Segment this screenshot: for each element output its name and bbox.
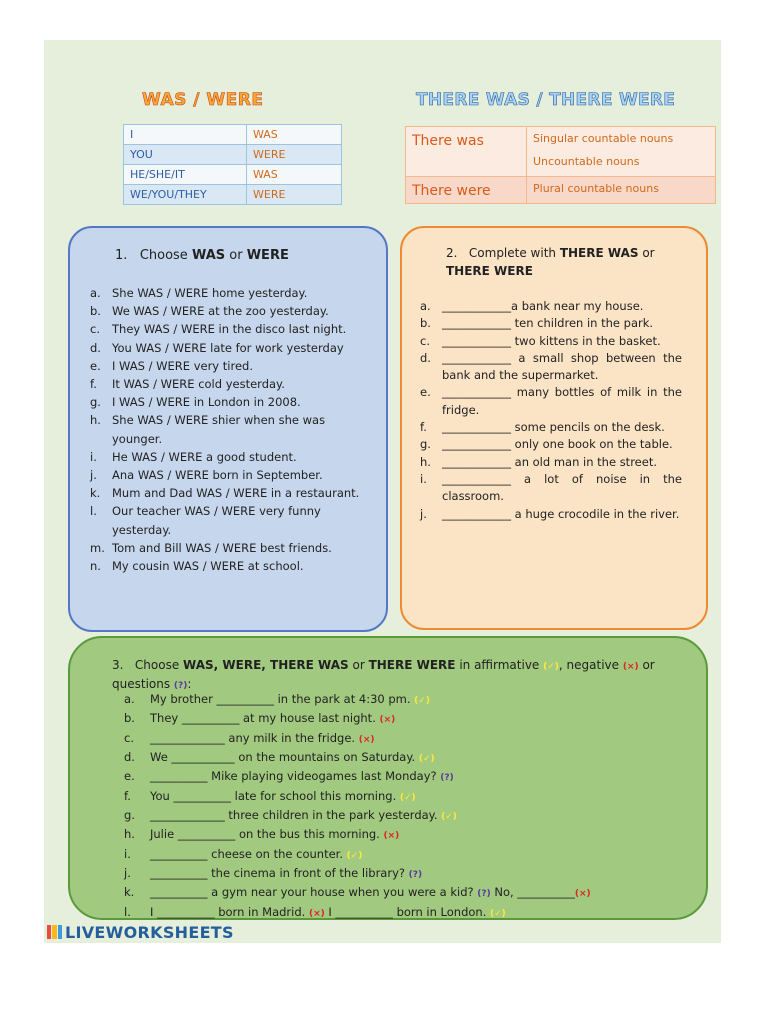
exercise-1-list — [90, 284, 366, 575]
subject-cell: YOU — [124, 145, 247, 165]
answer-type-mark: (✓) — [414, 696, 430, 706]
item-letter: g. — [124, 808, 135, 823]
instruction-text: or — [225, 248, 247, 263]
item-text: They WAS / WERE in the disco last night. — [112, 322, 347, 337]
liveworksheets-logo — [47, 923, 234, 941]
exercise-item — [420, 454, 682, 471]
exercise-item — [420, 471, 682, 506]
exercise-item — [124, 807, 674, 826]
keyword: THERE WAS — [559, 246, 639, 260]
verb-cell: WAS — [247, 165, 342, 185]
there-was-were-table — [405, 126, 716, 204]
answer-type-mark: (?) — [440, 773, 454, 784]
item-letter: k. — [124, 885, 135, 900]
item-letter: h. — [124, 827, 135, 842]
item-letter: d. — [90, 340, 101, 355]
affirmative-mark: (✓) — [543, 662, 559, 672]
exercise-item — [420, 333, 682, 350]
exercise-item — [90, 284, 366, 302]
answer-type-mark: (×) — [383, 831, 400, 842]
item-text: My cousin WAS / WERE at school. — [112, 559, 304, 574]
item-text: ____________ a huge crocodile in the river. — [442, 506, 680, 521]
item-text: ____________ only one book on the table. — [442, 437, 673, 452]
item-text: They __________ at my house last night. — [150, 711, 380, 726]
table-row — [124, 145, 342, 165]
item-letter: m. — [90, 540, 105, 555]
item-text: __________ Mike playing videogames last Monday? — [150, 769, 441, 784]
exercise-item — [90, 448, 366, 466]
exercise-item — [90, 375, 366, 393]
item-letter: i. — [90, 449, 97, 464]
item-text: ____________ many bottles of milk in the fridge. — [442, 385, 682, 417]
exercise-item — [124, 884, 674, 903]
exercise-item — [420, 350, 682, 385]
question-mark: (?) — [173, 681, 188, 691]
item-text: ____________ a lot of noise in the classroom. — [442, 471, 682, 504]
there-were-usage — [527, 177, 716, 204]
keyword: WAS, WERE, THERE WAS — [183, 658, 349, 672]
item-letter: d. — [124, 750, 135, 765]
exercise-item — [420, 436, 682, 453]
item-text: _____________ three children in the park yesterday. — [150, 808, 442, 823]
item-text: Julie __________ on the bus this morning. — [150, 827, 384, 842]
item-text: You WAS / WERE late for work yesterday — [112, 340, 344, 355]
item-text: He WAS / WERE a good student. — [112, 449, 297, 464]
item-text: _____________ any milk in the fridge. — [150, 730, 359, 745]
answer-type-mark: (×) — [379, 715, 396, 726]
exercise-item — [124, 691, 674, 710]
item-letter: g. — [90, 395, 101, 410]
exercise-item — [90, 302, 366, 320]
item-letter: i. — [420, 471, 427, 486]
item-text: I WAS / WERE in London in 2008. — [112, 395, 301, 410]
exercise-item — [124, 710, 674, 729]
item-letter: l. — [90, 504, 97, 519]
item-text: ____________ an old man in the street. — [442, 454, 657, 469]
there-was-label: There was — [406, 127, 527, 177]
exercise-item — [124, 826, 674, 845]
usage-line: Uncountable nouns — [533, 155, 640, 168]
keyword: THERE WERE — [446, 264, 533, 278]
item-text: No, __________ — [490, 885, 575, 900]
item-text: Our teacher WAS / WERE very funny yesterday. — [112, 504, 321, 537]
item-text: ____________ a small shop between the bank and the supermarket. — [442, 350, 682, 383]
exercise-2-title — [446, 244, 682, 280]
item-letter: f. — [124, 788, 131, 803]
item-text: I WAS / WERE very tired. — [112, 358, 253, 373]
item-letter: e. — [124, 769, 135, 784]
item-letter: e. — [90, 358, 101, 373]
was-were-table — [123, 124, 342, 205]
exercise-item — [420, 315, 682, 332]
exercise-item — [124, 768, 674, 787]
item-text: Mum and Dad WAS / WERE in a restaurant. — [112, 486, 360, 501]
item-letter: g. — [420, 437, 431, 452]
item-letter: c. — [90, 322, 100, 337]
usage-line: Singular countable nouns — [533, 132, 674, 145]
exercise-number: 3. — [112, 658, 124, 672]
instruction-text: or — [638, 246, 655, 260]
item-text: __________ the cinema in front of the library? — [150, 866, 409, 881]
answer-type-mark: (×) — [574, 889, 591, 900]
exercise-item — [420, 298, 682, 315]
item-text: ____________ two kittens in the basket. — [442, 333, 661, 348]
item-text: ____________ some pencils on the desk. — [442, 420, 665, 435]
exercise-item — [124, 904, 674, 923]
negative-mark: (×) — [622, 662, 639, 672]
exercise-number: 1. — [115, 248, 128, 263]
item-text: Tom and Bill WAS / WERE best friends. — [112, 540, 332, 555]
answer-type-mark: (?) — [477, 889, 491, 900]
item-letter: e. — [420, 385, 431, 400]
item-text: ____________a bank near my house. — [442, 299, 644, 313]
instruction-text: : — [187, 677, 192, 691]
exercise-item — [90, 466, 366, 484]
item-letter: c. — [124, 730, 134, 745]
item-text: It WAS / WERE cold yesterday. — [112, 377, 285, 392]
table-row — [124, 165, 342, 185]
exercise-item — [420, 384, 682, 419]
answer-type-mark: (×) — [308, 908, 325, 919]
was-were-heading: WAS / WERE — [142, 90, 264, 110]
item-text: She WAS / WERE shier when she was younger. — [112, 413, 326, 446]
item-letter: c. — [420, 333, 430, 348]
item-letter: b. — [90, 304, 101, 319]
instruction-text: , negative — [558, 658, 623, 672]
item-letter: n. — [90, 559, 101, 574]
item-letter: i. — [124, 846, 131, 861]
exercise-number: 2. — [446, 246, 458, 260]
answer-type-mark: (✓) — [399, 792, 416, 803]
usage-line: Plural countable nouns — [533, 182, 659, 195]
exercise-item — [124, 749, 674, 768]
answer-type-mark: (✓) — [490, 908, 506, 919]
item-text: She WAS / WERE home yesterday. — [112, 286, 308, 300]
instruction-text: or — [348, 658, 369, 672]
item-letter: f. — [420, 420, 427, 435]
item-letter: j. — [90, 468, 97, 483]
item-letter: b. — [420, 316, 431, 331]
instruction-text: or questions — [112, 658, 655, 691]
answer-type-mark: (✓) — [441, 812, 457, 823]
exercise-item — [124, 730, 674, 749]
item-letter: a. — [90, 286, 101, 300]
item-letter: f. — [90, 377, 97, 392]
instruction-text: Choose — [134, 658, 184, 672]
exercise-item — [420, 419, 682, 436]
exercise-item — [124, 846, 674, 865]
item-text: I __________ born in London. — [324, 904, 491, 919]
exercise-3-panel — [68, 636, 708, 920]
there-were-label: There were — [406, 177, 527, 204]
answer-type-mark: (?) — [408, 870, 423, 881]
item-letter: b. — [124, 711, 135, 726]
item-letter: h. — [90, 413, 101, 428]
item-letter: j. — [124, 866, 131, 881]
item-text: __________ cheese on the counter. — [150, 846, 347, 861]
table-row — [124, 185, 342, 205]
exercise-3-title — [112, 657, 692, 695]
exercise-1-panel — [68, 226, 388, 632]
item-text: We ___________ on the mountains on Saturday. — [150, 750, 419, 765]
exercise-item — [90, 484, 366, 502]
item-text: You __________ late for school this morning. — [150, 788, 400, 803]
subject-cell: WE/YOU/THEY — [124, 185, 247, 205]
exercise-3-list — [124, 691, 674, 923]
answer-type-mark: (✓) — [346, 850, 363, 861]
item-text: We WAS / WERE at the zoo yesterday. — [112, 304, 329, 319]
exercise-item — [90, 320, 366, 338]
instruction-text: in affirmative — [455, 658, 544, 672]
exercise-item — [124, 788, 674, 807]
exercise-item — [124, 865, 674, 884]
item-letter: k. — [90, 486, 101, 501]
verb-cell: WERE — [247, 185, 342, 205]
item-letter: h. — [420, 454, 431, 469]
keyword: THERE WERE — [368, 658, 456, 672]
there-was-usage — [527, 127, 716, 177]
item-letter: d. — [420, 350, 431, 365]
logo-icon — [47, 925, 63, 939]
subject-cell: HE/SHE/IT — [124, 165, 247, 185]
item-letter: a. — [420, 299, 431, 313]
instruction-text: Complete with — [468, 246, 560, 260]
exercise-item — [90, 539, 366, 557]
exercise-2-panel — [400, 226, 708, 630]
table-row — [124, 125, 342, 145]
there-was-there-were-heading: THERE WAS / THERE WERE — [416, 90, 676, 110]
item-letter: j. — [420, 506, 427, 521]
table-row — [406, 177, 716, 204]
exercise-item — [420, 506, 682, 523]
answer-type-mark: (×) — [358, 734, 375, 745]
item-text: Ana WAS / WERE born in September. — [112, 468, 323, 483]
exercise-item — [90, 357, 366, 375]
keyword: WERE — [246, 248, 289, 263]
keyword: WAS — [191, 248, 226, 263]
verb-cell: WERE — [247, 145, 342, 165]
item-text: I __________ born in Madrid. — [150, 904, 309, 919]
logo-text: LIVEWORKSHEETS — [65, 922, 234, 942]
exercise-item — [90, 339, 366, 357]
exercise-item — [90, 502, 366, 538]
table-row — [406, 127, 716, 177]
exercise-item — [90, 393, 366, 411]
subject-cell: I — [124, 125, 247, 145]
verb-cell: WAS — [247, 125, 342, 145]
item-text: ____________ ten children in the park. — [442, 316, 654, 331]
instruction-text: Choose — [139, 248, 192, 263]
exercise-item — [90, 557, 366, 575]
exercise-1-title — [115, 248, 289, 263]
item-text: My brother __________ in the park at 4:30 pm. — [150, 692, 415, 706]
item-text: __________ a gym near your house when you were a kid? — [150, 885, 478, 900]
exercise-item — [90, 411, 366, 447]
item-letter: a. — [124, 692, 135, 706]
exercise-2-list — [420, 298, 682, 523]
answer-type-mark: (✓) — [418, 754, 435, 765]
item-letter: l. — [124, 904, 131, 919]
